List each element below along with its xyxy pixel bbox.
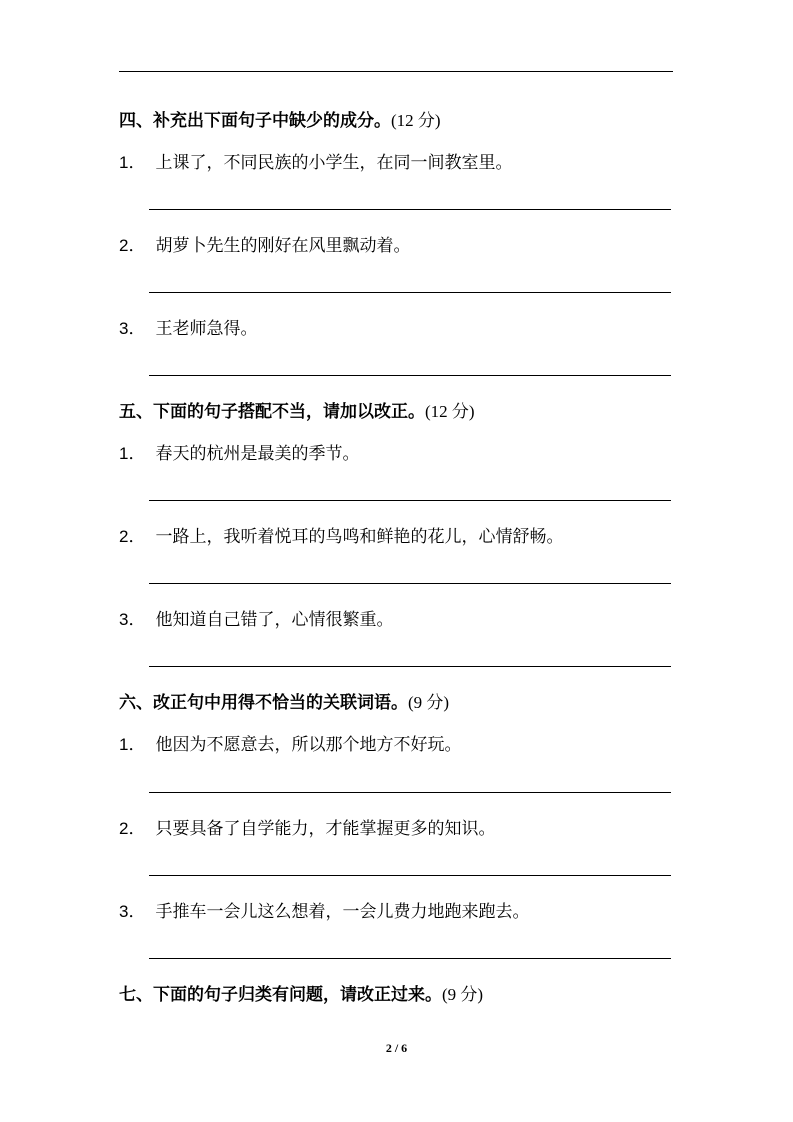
question-4-3: 3． 王老师急得。 xyxy=(119,319,258,339)
question-5-1: 1． 春天的杭州是最美的季节。 xyxy=(119,444,360,464)
question-6-1: 1． 他因为不愿意去，所以那个地方不好玩。 xyxy=(119,735,462,755)
answer-line-5-2[interactable] xyxy=(149,583,671,584)
question-5-3: 3． 他知道自己错了，心情很繁重。 xyxy=(119,610,394,630)
answer-line-6-1[interactable] xyxy=(149,792,671,793)
answer-line-5-3[interactable] xyxy=(149,666,671,667)
section-score: (9 分) xyxy=(442,985,484,1004)
section-heading-7: 七、下面的句子归类有问题，请改正过来。(9 分) xyxy=(119,985,484,1005)
section-heading-5: 五、下面的句子搭配不当，请加以改正。(12 分) xyxy=(119,402,475,422)
section-score: (12 分) xyxy=(425,402,475,421)
question-4-1: 1． 上课了，不同民族的小学生，在同一间教室里。 xyxy=(119,153,513,173)
question-5-2: 2． 一路上，我听着悦耳的鸟鸣和鲜艳的花儿，心情舒畅。 xyxy=(119,527,564,547)
question-4-2: 2． 胡萝卜先生的刚好在风里飘动着。 xyxy=(119,236,411,256)
answer-line-4-3[interactable] xyxy=(149,375,671,376)
answer-line-5-1[interactable] xyxy=(149,500,671,501)
top-rule xyxy=(119,71,673,72)
question-6-3: 3． 手推车一会儿这么想着，一会儿费力地跑来跑去。 xyxy=(119,902,530,922)
answer-line-4-1[interactable] xyxy=(149,209,671,210)
page-number: 2 / 6 xyxy=(385,1041,408,1055)
section-score: (12 分) xyxy=(391,111,441,130)
question-6-2: 2． 只要具备了自学能力，才能掌握更多的知识。 xyxy=(119,819,496,839)
section-heading-4: 四、补充出下面句子中缺少的成分。(12 分) xyxy=(119,111,441,131)
section-score: (9 分) xyxy=(408,693,450,712)
answer-line-6-2[interactable] xyxy=(149,875,671,876)
answer-line-4-2[interactable] xyxy=(149,292,671,293)
answer-line-6-3[interactable] xyxy=(149,958,671,959)
section-heading-6: 六、改正句中用得不恰当的关联词语。(9 分) xyxy=(119,693,450,713)
